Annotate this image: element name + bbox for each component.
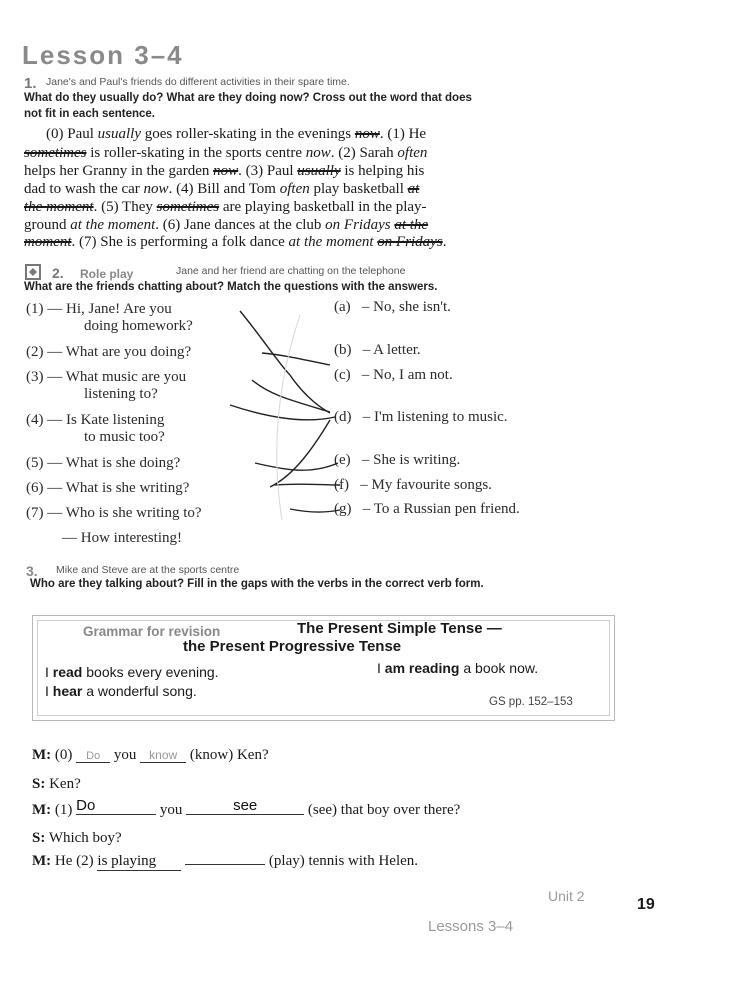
- answer-c: (c) – No, I am not.: [334, 367, 453, 383]
- ex1-line-3: helps her Granny in the garden now. (3) Paul usually is helping his: [24, 163, 425, 179]
- ex1-line-4: dad to wash the car now. (4) Bill and Tom often play basketball at: [24, 181, 420, 197]
- crossed-word: sometimes: [156, 199, 220, 215]
- word-usually: usually: [97, 126, 142, 142]
- match-line-2: [262, 353, 330, 365]
- dialog-line-0: M: (0) Do you know (know) Ken?: [32, 747, 269, 763]
- gap-0a[interactable]: Do: [76, 750, 110, 763]
- ex1-task-line1: What do they usually do? What are they doing now? Cross out the word that does: [24, 92, 472, 104]
- match-line-7: [290, 509, 340, 512]
- page-number: 19: [637, 896, 655, 913]
- crossed-word: the moment: [24, 199, 94, 215]
- ex3-task: Who are they talking about? Fill in the gaps with the verbs in the correct verb form.: [30, 578, 484, 590]
- answer-d: (d) – I'm listening to music.: [334, 409, 508, 425]
- lesson-title: Lesson 3–4: [22, 40, 184, 70]
- ex1-line-2: sometimes is roller-skating in the sports centre now. (2) Sarah often: [24, 145, 428, 161]
- question-5: (5) — What is she doing?: [26, 455, 181, 471]
- crossed-word: usually: [297, 163, 341, 179]
- answer-f: (f) – My favourite songs.: [334, 477, 492, 493]
- crossed-word: sometimes: [24, 145, 87, 161]
- grammar-box: [32, 615, 615, 721]
- gap-2b[interactable]: [185, 864, 265, 865]
- question-3-line2: listening to?: [84, 386, 158, 402]
- dialog-line-4: M: He (2) is playing (play) tennis with Helen.: [32, 853, 419, 869]
- ex2-intro: Jane and her friend are chatting on the telephone: [176, 265, 406, 277]
- crossed-word: now: [354, 126, 380, 142]
- grammar-label: Grammar for revision: [83, 624, 221, 639]
- role-play-icon: [25, 264, 41, 280]
- gap-0b[interactable]: know: [140, 748, 186, 763]
- dialog-line-3: S: Which boy?: [32, 830, 122, 846]
- grammar-example-1: I read books every evening.: [45, 664, 219, 680]
- question-2: (2) — What are you doing?: [26, 344, 192, 360]
- question-1-line2: doing homework?: [84, 318, 193, 334]
- match-line-6: [270, 420, 330, 487]
- ex1-line-5: the moment. (5) They sometimes are playing basketball in the play-: [24, 199, 427, 215]
- crossed-word: at the: [394, 217, 429, 233]
- dialog-line-1: S: Ken?: [32, 776, 81, 792]
- ex2-number: 2.: [52, 265, 64, 281]
- answer-e: (e) – She is writing.: [334, 452, 461, 468]
- match-line-8: [275, 484, 340, 485]
- ex3-intro: Mike and Steve are at the sports centre: [56, 564, 240, 576]
- crossed-word: on Fridays: [377, 234, 443, 250]
- dialog-line-2: M: (1) Do you see (see) that boy over there?: [32, 797, 461, 818]
- ex2-task: What are the friends chatting about? Match the questions with the answers.: [24, 281, 438, 293]
- question-3: (3) — What music are you: [26, 369, 187, 385]
- question-1: (1) — Hi, Jane! Are you: [26, 301, 172, 317]
- answer-g: (g) – To a Russian pen friend.: [334, 501, 520, 517]
- crossed-word: moment: [24, 234, 72, 250]
- question-7: (7) — Who is she writing to?: [26, 505, 202, 521]
- grammar-title-1: The Present Simple Tense —: [297, 620, 502, 637]
- match-line-4: [230, 405, 335, 420]
- crossed-word: at: [407, 181, 420, 197]
- gap-1a[interactable]: Do: [76, 797, 156, 815]
- match-line-3: [252, 380, 330, 412]
- ex1-line-1: (0) Paul usually goes roller-skating in the evenings now. (1) He: [46, 126, 427, 142]
- grammar-example-2: I hear a wonderful song.: [45, 683, 197, 699]
- ex2-label: Role play: [80, 267, 134, 281]
- crossed-word: now: [213, 163, 239, 179]
- ex3-number: 3.: [26, 563, 38, 579]
- grammar-example-3: I am reading a book now.: [377, 660, 539, 676]
- gap-1b[interactable]: see: [186, 797, 304, 815]
- footer-unit: Unit 2: [548, 888, 585, 904]
- ex1-task-line2: not fit in each sentence.: [24, 108, 155, 120]
- question-6: (6) — What is she writing?: [26, 480, 190, 496]
- closing-line: — How interesting!: [62, 530, 182, 546]
- grammar-title-2: the Present Progressive Tense: [183, 638, 402, 655]
- gap-2a[interactable]: is playing: [97, 853, 181, 871]
- question-4-line2: to music too?: [84, 429, 165, 445]
- ex1-line-6: ground at the moment. (6) Jane dances at the club on Fridays at the: [24, 217, 429, 233]
- ex1-number: 1.: [24, 75, 37, 92]
- answer-a: (a) – No, she isn't.: [334, 299, 451, 315]
- footer-lesson: Lessons 3–4: [428, 918, 514, 935]
- ex1-line-7: moment. (7) She is performing a folk dance at the moment on Fridays.: [24, 234, 447, 250]
- ex1-intro: Jane's and Paul's friends do different activities in their spare time.: [46, 76, 350, 88]
- matching-lines: [200, 295, 360, 525]
- grammar-reference: GS pp. 152–153: [489, 696, 573, 708]
- answer-b: (b) – A letter.: [334, 342, 421, 358]
- question-4: (4) — Is Kate listening: [26, 412, 165, 428]
